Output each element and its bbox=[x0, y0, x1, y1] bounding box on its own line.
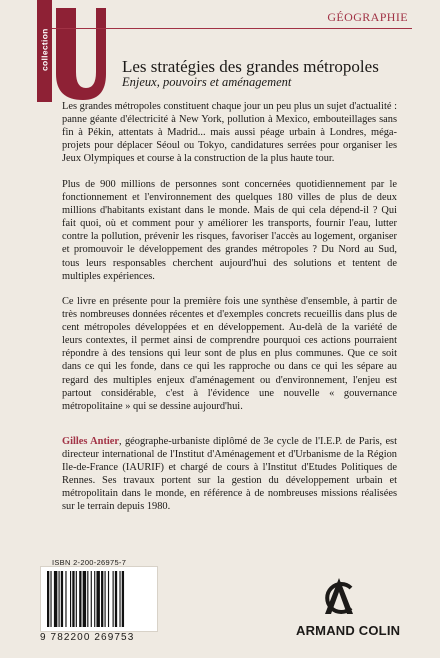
author-name: Gilles Antier bbox=[62, 436, 120, 447]
armand-colin-logo bbox=[317, 574, 361, 620]
book-subtitle: Enjeux, pouvoirs et aménagement bbox=[122, 75, 292, 89]
barcode bbox=[40, 566, 158, 632]
collection-label: collection bbox=[39, 28, 50, 72]
paragraph-1-text: Les grandes métropoles constituent chaque jour un peu plus un sujet d'actualité : panne géante d'électricité à New York, pollution à Mexico, embouteillages sans fin à Pékin, attentats à Madrid... mais aussi péage urbain à Londres, méga-projets pour déplacer Séoul ou Tokyo, candidatures serrées pour organiser les Jeux Olympiques et course à la construction de la plus haute tour. bbox=[62, 101, 397, 165]
paragraph-1 bbox=[62, 100, 397, 165]
publisher-name: ARMAND COLIN bbox=[296, 623, 401, 638]
barcode-number: 9 782200 269753 bbox=[40, 632, 135, 643]
isbn: ISBN 2-200-26975-7 bbox=[52, 558, 127, 567]
book-title: Les stratégies des grandes métropoles bbox=[122, 57, 379, 76]
paragraph-2 bbox=[62, 178, 397, 283]
author-bio-rest: , géographe-urbaniste diplômé de 3e cycle de l'I.E.P. de Paris, est directeur international de l'Institut d'Aménagement et d'Urbanisme de la Région Ile-de-France (IAURIF) et chargé de cours à l'Institut d'Etudes Politiques de Rennes. Ses travaux portent sur la gestion du développement urbain et métropolitain dans le monde, en référence à de nombreuses missions réalisées sur le terrain depuis 1980. bbox=[62, 436, 397, 513]
paragraph-2-text: Plus de 900 millions de personnes sont concernées quotidiennement par le fonctionnement et l'environnement des quelques 180 villes de plus de deux millions d'habitants existant dans le monde. Mais de qui cela dépend-il ? Qui fait quoi, où et comment pour y améliorer les transports, fournir l'eau, lutter contre la pollution, prévenir les risques, favoriser l'accès au logement, organiser et promouvoir le développement des grandes métropoles ? Du Nord au Sud, tous leurs responsables cherchent aujourd'hui des solutions et tentent de multiples expériences. bbox=[62, 179, 397, 282]
paragraph-3-text: Ce livre en présente pour la première fois une synthèse d'ensemble, à partir de très nombreuses données récentes et d'exemples concrets recueillis dans plus de cent métropoles développées et en développement. Au-delà de la variété de leurs contextes, il permet ainsi de comprendre pourquoi ces actions pourraient répondre à des tensions qui leur sont de plus en plus communes. Que ce soit dans ce qui les fonde, dans ce qui les rapproche ou dans ce qui les sépare au regard des multiples enjeux d'aménagement ou d'environnement, l'enjeu est partout considérable, c'est à l'évidence une nouvelle « gouvernance métropolitaine » qui se dessine aujourd'hui. bbox=[62, 296, 397, 412]
author-bio bbox=[62, 435, 397, 514]
paragraph-3 bbox=[62, 295, 397, 413]
author-bio-text bbox=[62, 435, 397, 514]
section-label: GÉOGRAPHIE bbox=[327, 10, 408, 24]
top-rule bbox=[52, 28, 412, 29]
collection-u-logo bbox=[52, 8, 110, 102]
